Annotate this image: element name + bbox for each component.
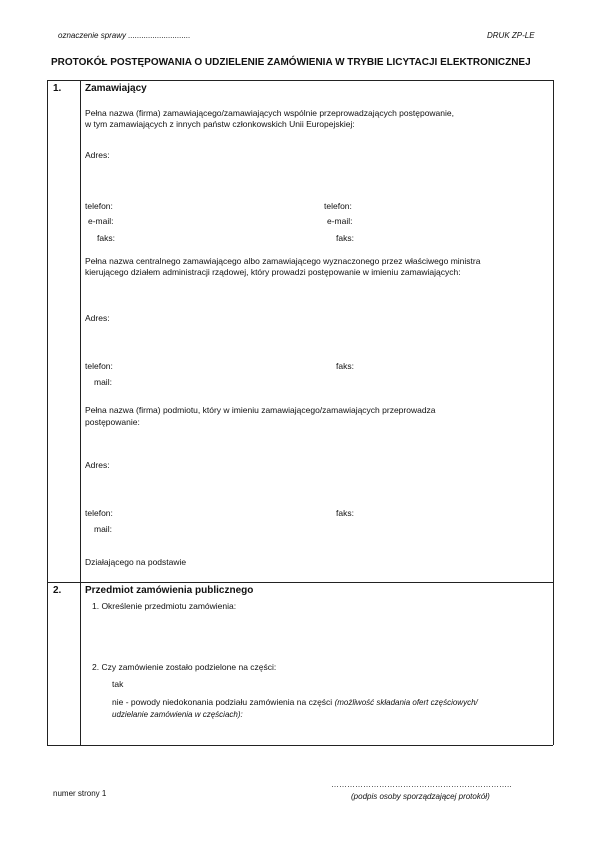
signature-label: (podpis osoby sporządzającej protokół) [351,792,490,801]
section-heading: Zamawiający [85,83,147,94]
section-number: 1. [53,83,62,94]
item-divided-into-parts: 2. Czy zamówienie zostało podzielone na części: [92,662,277,672]
option-no-note-continued: udzielanie zamówienia w częściach): [112,710,243,719]
table-bottom-border [47,745,553,746]
section-heading: Przedmiot zamówienia publicznego [85,585,254,596]
document-title: PROTOKÓŁ POSTĘPOWANIA O UDZIELENIE ZAMÓWIENIA W TRYBIE LICYTACJI ELEKTRONICZNEJ [51,57,531,68]
legal-basis-label: Działającego na podstawie [85,557,187,567]
option-no-label: nie - powody niedokonania podziału zamówienia na części [112,697,333,707]
intro-text-line1: Pełna nazwa (firma) zamawiającego/zamawiających wspólnie przeprowadzających postępowanie, [85,108,454,118]
fax-label: faks: [336,508,354,518]
fax-label: faks: [97,233,115,243]
address-label: Adres: [85,313,110,323]
table-top-border [47,80,553,81]
phone-label: telefon: [85,508,113,518]
option-yes: tak [112,679,124,689]
case-reference: oznaczenie sprawy ............................ [58,31,191,40]
central-text-line2: kierującego działem administracji rządowej, który prowadzi postępowanie w imieniu zamawiających: [85,267,461,277]
section-divider [47,582,553,583]
fax-label: faks: [336,361,354,371]
central-text-line1: Pełna nazwa centralnego zamawiającego albo zamawiającego wyznaczonego przez właściwego ministra [85,256,481,266]
table-left-border [47,80,48,745]
mail-label: mail: [94,377,112,387]
intro-text-line2: w tym zamawiających z innych państw członkowskich Unii Europejskiej: [85,119,355,129]
entity-text-line2: postępowanie: [85,417,140,427]
fax-label: faks: [336,233,354,243]
item-subject-definition: 1. Określenie przedmiotu zamówienia: [92,601,237,611]
signature-dotted-line: ………………………………………………………….. [331,780,512,789]
mail-label: mail: [94,524,112,534]
table-right-border [553,80,554,745]
section-number: 2. [53,585,62,596]
entity-text-line1: Pełna nazwa (firma) podmiotu, który w imieniu zamawiającego/zamawiających przeprowadza [85,405,436,415]
address-label: Adres: [85,460,110,470]
phone-label: telefon: [324,201,352,211]
email-label: e-mail: [327,216,353,226]
phone-label: telefon: [85,361,113,371]
phone-label: telefon: [85,201,113,211]
email-label: e-mail: [88,216,114,226]
number-column-divider [80,80,81,745]
page-number: numer strony 1 [53,789,107,798]
option-no-note: (możliwość składania ofert częściowych/ [334,698,478,707]
form-code: DRUK ZP-LE [487,31,535,40]
option-no-reason [112,697,478,707]
address-label: Adres: [85,150,110,160]
